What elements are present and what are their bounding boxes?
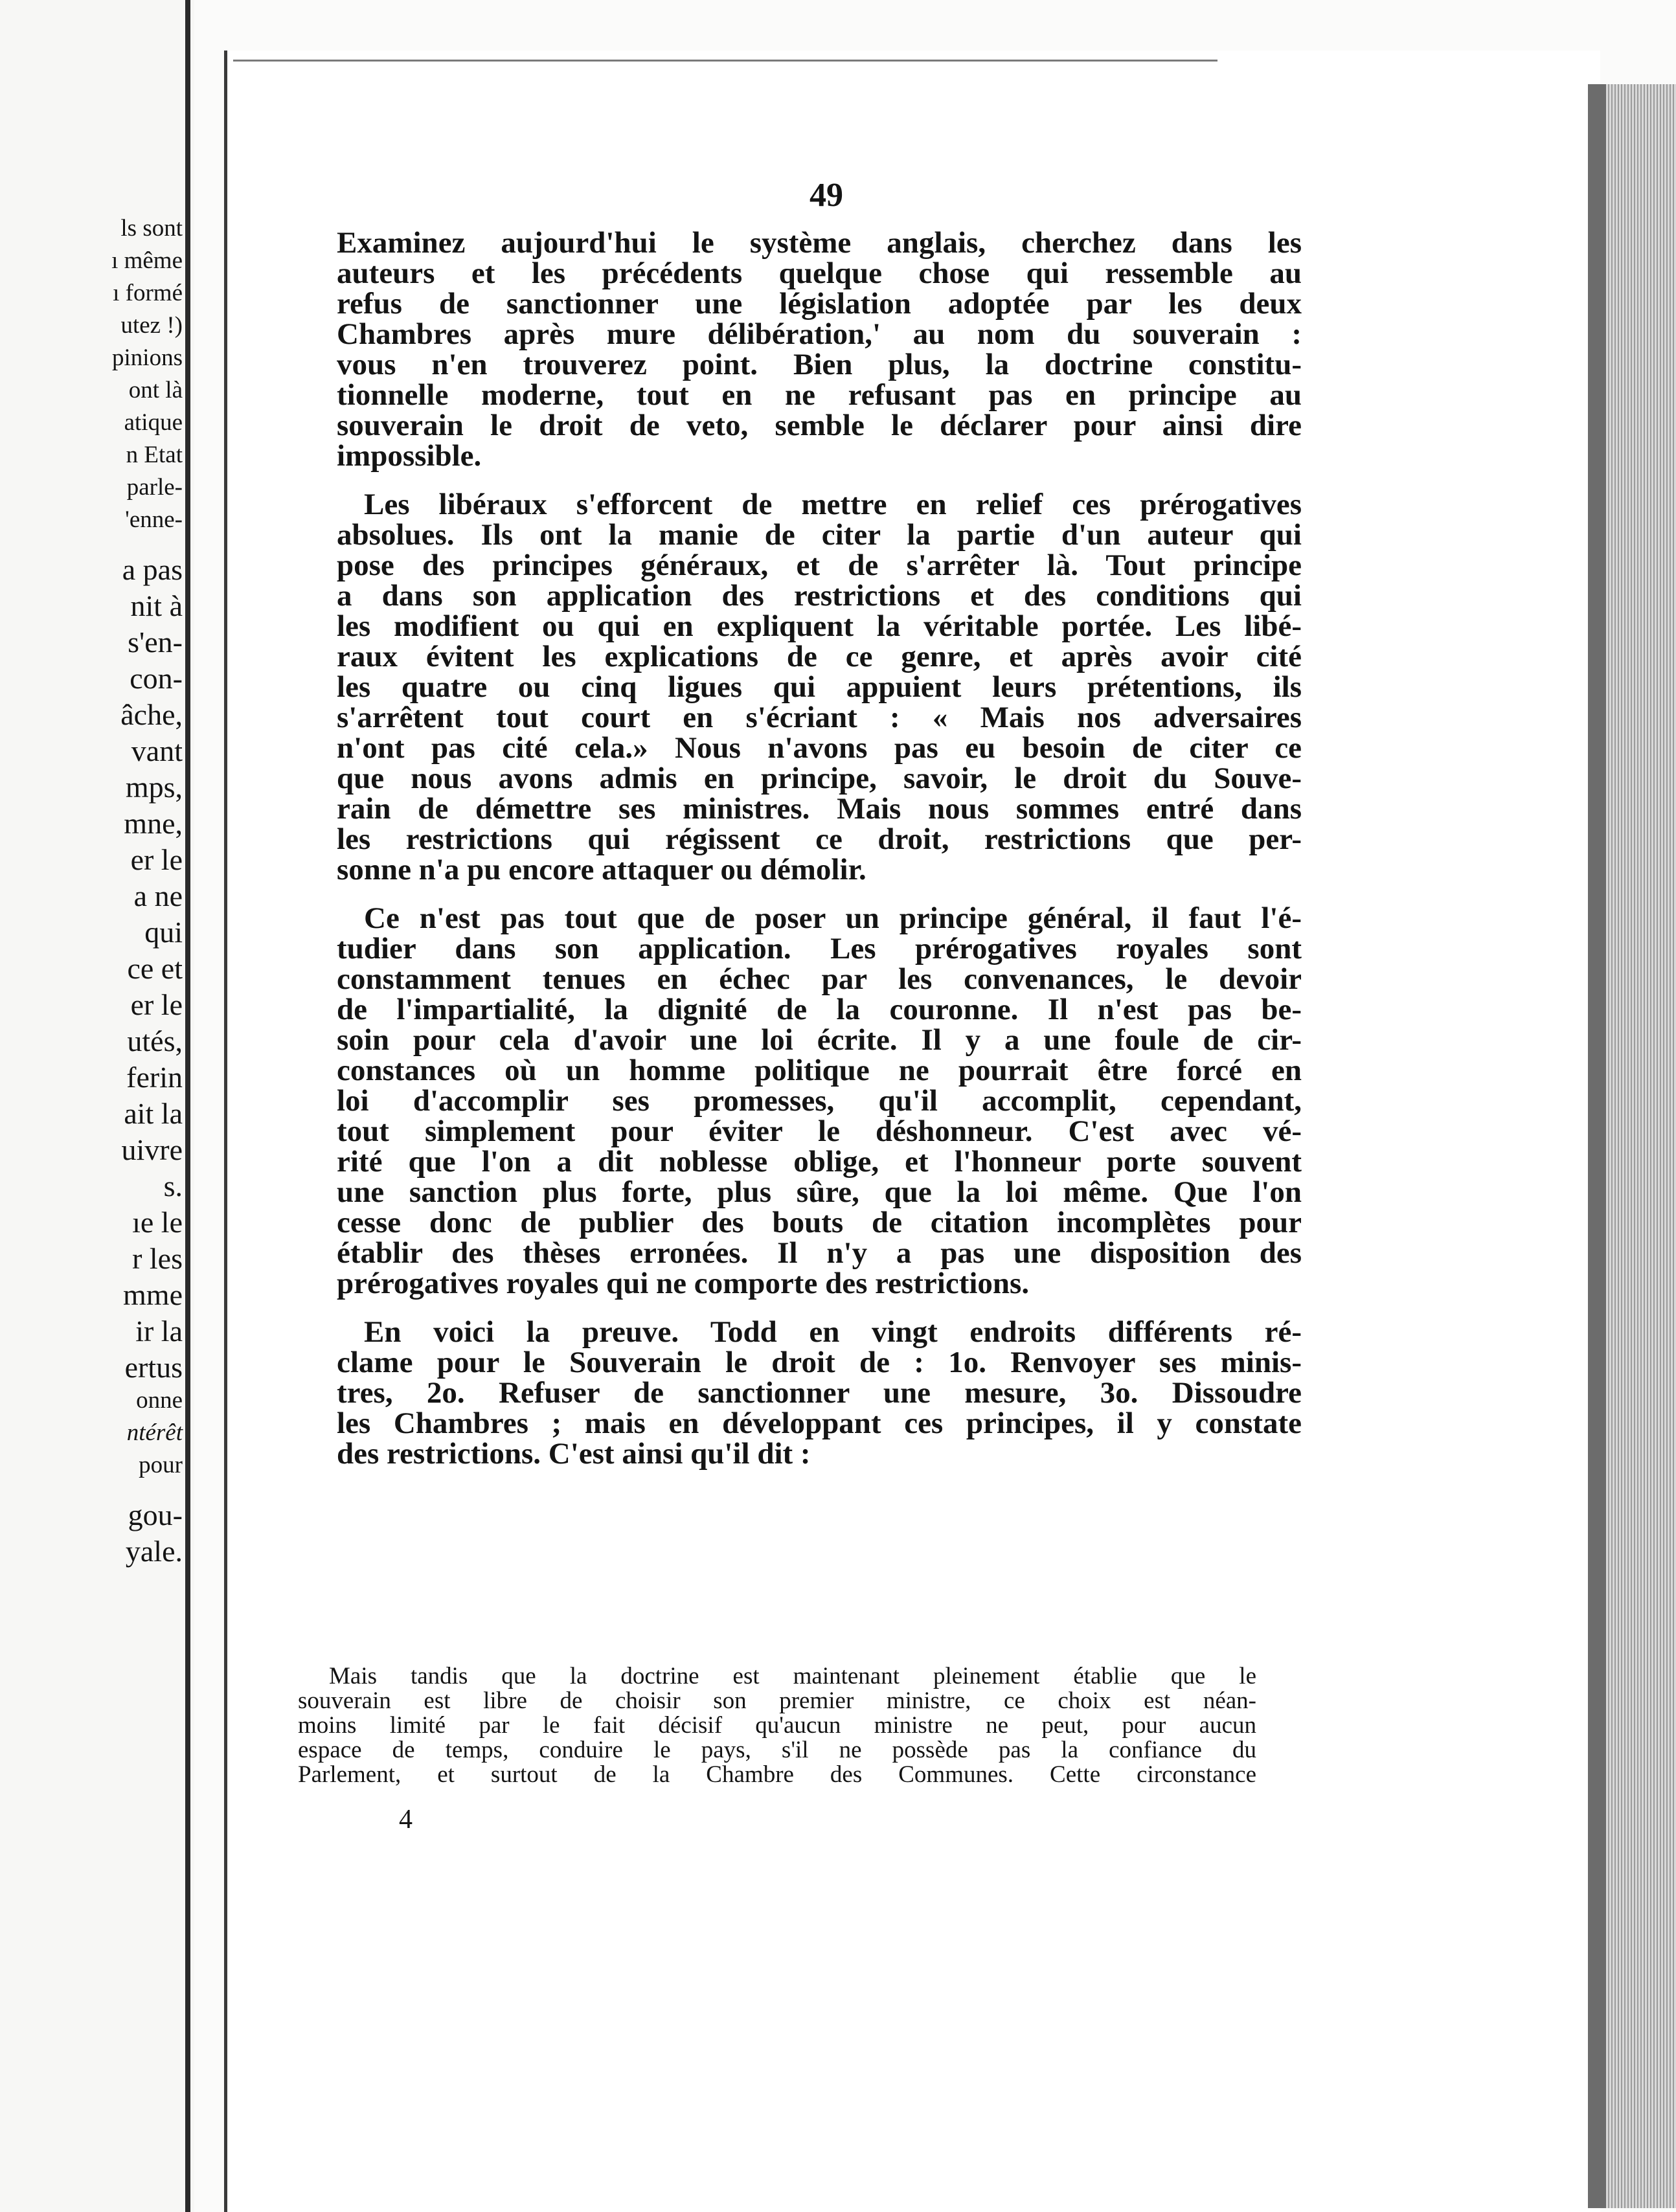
- left-line: ls sont: [120, 215, 183, 242]
- left-line: pinions: [112, 344, 183, 371]
- signature-mark: 4: [399, 1805, 413, 1834]
- left-line: parle-: [126, 474, 183, 501]
- text-line: rité que l'on a dit noblesse oblige, et l'honneur porte souvent: [337, 1145, 1302, 1179]
- left-line: 'enne-: [125, 506, 183, 533]
- left-line: a ne: [133, 879, 183, 912]
- left-line: a pas: [122, 553, 183, 586]
- text-line: clame pour le Souverain le droit de : 1o. Renvoyer ses minis-: [337, 1346, 1302, 1379]
- paragraph: [337, 490, 1302, 885]
- left-line: ce et: [127, 952, 183, 985]
- text-line: pose des principes généraux, et de s'arrêter là. Tout principe: [337, 548, 1302, 582]
- left-line: ıe le: [132, 1206, 183, 1239]
- quote-line: moins limité par le fait décisif qu'aucun ministre ne peut, pour aucun: [298, 1712, 1256, 1739]
- left-line: utez !): [120, 312, 183, 339]
- left-line: ir la: [135, 1315, 183, 1348]
- top-rule: [233, 60, 1217, 62]
- text-line: souverain le droit de veto, semble le déclarer pour ainsi dire: [337, 409, 1302, 442]
- left-line: r les: [132, 1242, 183, 1275]
- left-line: s.: [163, 1169, 183, 1202]
- left-line: gou-: [128, 1498, 183, 1531]
- text-line: que nous avons admis en principe, savoir, le droit du Souve-: [337, 762, 1302, 795]
- text-line: Les libéraux s'efforcent de mettre en relief ces prérogatives: [364, 488, 1302, 521]
- left-page-text: [0, 214, 183, 1570]
- left-line: qui: [144, 916, 183, 949]
- left-line: mps,: [125, 771, 183, 804]
- text-line: les restrictions qui régissent ce droit, restrictions que per-: [337, 822, 1302, 856]
- text-line: de l'impartialité, la dignité de la couronne. Il n'est pas be-: [337, 993, 1302, 1026]
- left-line: er le: [130, 988, 183, 1021]
- left-line: vant: [131, 734, 183, 767]
- text-line: des restrictions. C'est ainsi qu'il dit :: [337, 1437, 811, 1471]
- text-line: cesse donc de publier des bouts de citation incomplètes pour: [337, 1206, 1302, 1239]
- text-line: une sanction plus forte, plus sûre, que la loi même. Que l'on: [337, 1175, 1302, 1209]
- text-line: prérogatives royales qui ne comporte des restrictions.: [337, 1267, 1030, 1300]
- text-line: a dans son application des restrictions et des conditions qui: [337, 579, 1302, 613]
- text-line: s'arrêtent tout court en s'écriant : « Mais nos adversaires: [337, 701, 1302, 734]
- text-line: sonne n'a pu encore attaquer ou démolir.: [337, 853, 866, 886]
- text-line: vous n'en trouverez point. Bien plus, la doctrine constitu-: [337, 348, 1302, 381]
- text-line: n'ont pas cité cela.» Nous n'avons pas eu besoin de citer ce: [337, 731, 1302, 765]
- page-edges-stack: [1606, 84, 1676, 2208]
- quote-line: Parlement, et surtout de la Chambre des Communes. Cette circonstance: [298, 1761, 1256, 1788]
- text-line: tres, 2o. Refuser de sanctionner une mesure, 3o. Dissoudre: [337, 1376, 1302, 1410]
- left-line: yale.: [125, 1535, 183, 1568]
- text-line: Examinez aujourd'hui le système anglais, cherchez dans les: [337, 226, 1302, 260]
- block-quote: [298, 1664, 1256, 1787]
- text-line: absolues. Ils ont la manie de citer la partie d'un auteur qui: [337, 518, 1302, 552]
- text-line: auteurs et les précédents quelque chose qui ressemble au: [337, 256, 1302, 290]
- page-edge-shadow: [1588, 84, 1606, 2208]
- text-line: Chambres après mure délibération,' au nom du souverain :: [337, 317, 1302, 351]
- text-line: refus de sanctionner une législation adoptée par les deux: [337, 287, 1302, 321]
- paragraph: [337, 903, 1302, 1299]
- left-line: s'en-: [128, 626, 183, 659]
- left-line: ont là: [128, 377, 183, 403]
- left-facing-page: [0, 0, 194, 2212]
- text-line: les Chambres ; mais en développant ces principes, il y constate: [337, 1406, 1302, 1440]
- left-line: mme: [123, 1278, 183, 1311]
- text-line: tout simplement pour éviter le déshonneur. C'est avec vé-: [337, 1114, 1302, 1148]
- left-line: n Etat: [126, 442, 183, 468]
- text-line: constamment tenues en échec par les convenances, le devoir: [337, 962, 1302, 996]
- left-line: onne: [136, 1387, 183, 1414]
- left-line: ı même: [111, 247, 183, 274]
- text-line: les quatre ou cinq ligues qui appuient leurs prétentions, ils: [337, 670, 1302, 704]
- text-line: établir des thèses erronées. Il n'y a pas une disposition des: [337, 1236, 1302, 1270]
- quote-line: Mais tandis que la doctrine est maintenant pleinement établie que le: [329, 1663, 1256, 1689]
- left-line: con-: [130, 662, 183, 695]
- left-line: atique: [124, 409, 183, 436]
- text-line: tionnelle moderne, tout en ne refusant pas en principe au: [337, 378, 1302, 412]
- text-line: soin pour cela d'avoir une loi écrite. Il y a une foule de cir-: [337, 1023, 1302, 1057]
- text-line: Ce n'est pas tout que de poser un principe général, il faut l'é-: [364, 901, 1302, 935]
- text-line: En voici la preuve. Todd en vingt endroits différents ré-: [364, 1315, 1302, 1349]
- left-page-edge: [185, 0, 190, 2212]
- text-line: tudier dans son application. Les prérogatives royales sont: [337, 932, 1302, 965]
- left-line: mne,: [124, 807, 183, 840]
- left-line: er le: [130, 843, 183, 876]
- page-number: 49: [810, 177, 843, 214]
- text-line: raux évitent les explications de ce genre, et après avoir cité: [337, 640, 1302, 673]
- text-line: constances où un homme politique ne pourrait être forcé en: [337, 1054, 1302, 1087]
- paragraph: [337, 228, 1302, 471]
- quote-line: souverain est libre de choisir son premier ministre, ce choix est néan-: [298, 1687, 1256, 1714]
- text-line: loi d'accomplir ses promesses, qu'il accomplit, cependant,: [337, 1084, 1302, 1118]
- left-line: utés,: [127, 1024, 183, 1057]
- left-line: ı formé: [113, 280, 183, 306]
- left-line: âche,: [120, 698, 183, 731]
- left-line: ait la: [124, 1097, 183, 1130]
- text-line: impossible.: [337, 439, 482, 473]
- left-line: ertus: [124, 1351, 183, 1384]
- left-line: uivre: [121, 1133, 183, 1166]
- left-line: ferin: [126, 1061, 183, 1094]
- text-line: les modifient ou qui en expliquent la véritable portée. Les libé-: [337, 609, 1302, 643]
- quote-line: espace de temps, conduire le pays, s'il ne possède pas la confiance du: [298, 1737, 1256, 1763]
- body-text: [337, 228, 1302, 1487]
- paragraph: [337, 1317, 1302, 1469]
- text-line: rain de démettre ses ministres. Mais nous sommes entré dans: [337, 792, 1302, 826]
- left-line: ntérêt: [126, 1419, 183, 1446]
- left-line: pour: [139, 1452, 183, 1478]
- left-line: nit à: [130, 589, 183, 622]
